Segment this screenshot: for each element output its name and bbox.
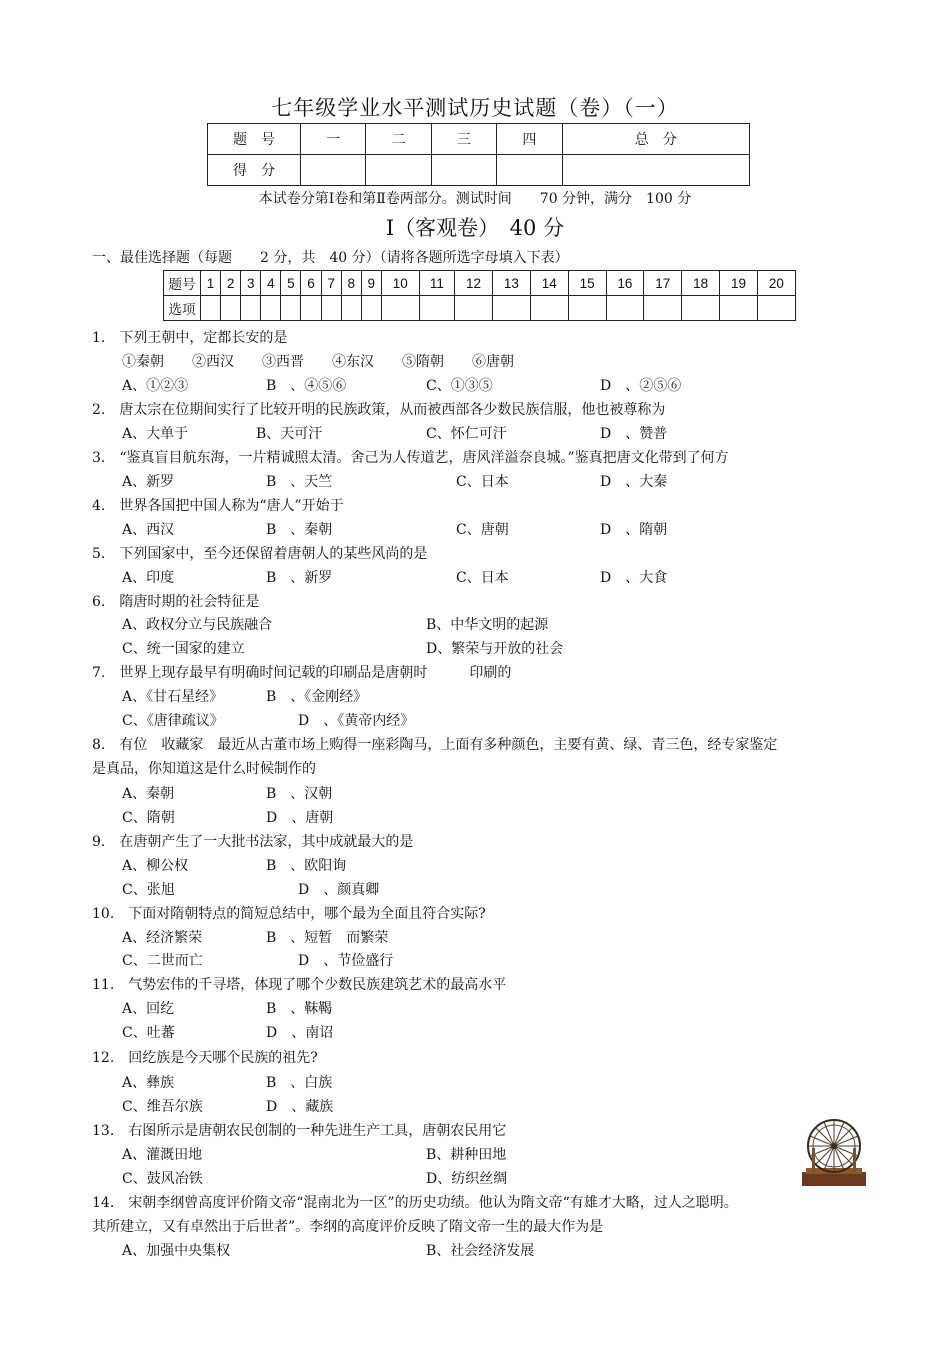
question-line: A、《甘石星经》 <box>122 689 224 705</box>
question-line: 是真品，你知道这是什么时候制作的 <box>92 761 316 777</box>
answer-number-cell: 19 <box>720 271 758 296</box>
question-line: B 、汉朝 <box>266 786 333 802</box>
question-line: D 、唐朝 <box>266 810 334 826</box>
question-line: 12. 回纥族是今天哪个民族的祖先? <box>92 1050 318 1066</box>
answer-number-cell: 14 <box>530 271 568 296</box>
question-line: D 、藏族 <box>266 1099 334 1115</box>
question-line: 其所建立，又有卓然出于后世者”。李纲的高度评价反映了隋文帝一生的最大作为是 <box>92 1219 604 1235</box>
answer-option-cell[interactable] <box>455 296 493 321</box>
question-line: D、繁荣与开放的社会 <box>426 641 564 657</box>
question-line: 13. 右图所示是唐朝农民创制的一种先进生产工具，唐朝农民用它 <box>92 1123 507 1139</box>
question-line: B 、④⑤⑥ <box>266 378 347 394</box>
exam-intro: 本试卷分第Ⅰ卷和第Ⅱ卷两部分。测试时间 70 分钟，满分 100 分 <box>258 191 692 207</box>
question-line: C、怀仁可汗 <box>426 426 507 442</box>
answer-option-row <box>164 296 796 321</box>
question-line: A、彝族 <box>122 1075 175 1091</box>
question-line: C、隋朝 <box>122 810 175 826</box>
answer-number-cell: 15 <box>568 271 606 296</box>
question-line: C、鼓风冶铁 <box>122 1171 203 1187</box>
answer-option-cell[interactable] <box>568 296 606 321</box>
answer-option-cell[interactable] <box>201 296 221 321</box>
question-line: B 、短暂 而繁荣 <box>266 930 389 946</box>
answer-option-cell[interactable] <box>644 296 682 321</box>
answer-option-cell[interactable] <box>492 296 530 321</box>
question-line: D 、②⑤⑥ <box>600 378 682 394</box>
answer-number-cell: 18 <box>682 271 720 296</box>
question-line: ①秦朝 ②西汉 ③西晋 ④东汉 ⑤隋朝 ⑥唐朝 <box>122 354 514 370</box>
question-line: 14. 宋朝李纲曾高度评价隋文帝“混南北为一区”的历史功绩。他认为隋文帝“有雄才大略，过人之聪明。 <box>92 1195 738 1211</box>
question-line: B 、靺鞨 <box>266 1001 333 1017</box>
answer-number-row <box>164 271 796 296</box>
answer-table <box>163 270 796 321</box>
question-line: D 、节俭盛行 <box>298 953 394 969</box>
question-line: D、纺织丝绸 <box>426 1171 508 1187</box>
answer-number-cell: 9 <box>361 271 381 296</box>
question-line: 1. 下列王朝中，定都长安的是 <box>92 330 288 346</box>
score-table-header-row <box>208 124 750 155</box>
question-line: 9. 在唐朝产生了一大批书法家，其中成就最大的是 <box>92 834 414 850</box>
question-line: D 、大食 <box>600 570 668 586</box>
answer-number-cell: 11 <box>419 271 454 296</box>
question-line: A、①②③ <box>122 378 189 394</box>
question-line: C、吐蕃 <box>122 1025 175 1041</box>
score-cell[interactable] <box>366 155 431 186</box>
question-line: C、二世而亡 <box>122 953 203 969</box>
answer-option-cell[interactable] <box>682 296 720 321</box>
question-line: A、秦朝 <box>122 786 175 802</box>
score-row-label: 得 分 <box>208 155 301 186</box>
score-header-label: 题 号 <box>208 124 301 155</box>
question-line: B 、《金刚经》 <box>266 689 368 705</box>
question-line: C、日本 <box>456 570 509 586</box>
question-line: C、统一国家的建立 <box>122 641 245 657</box>
answer-option-cell[interactable] <box>341 296 361 321</box>
question-line: B 、白族 <box>266 1075 333 1091</box>
answer-number-cell: 16 <box>606 271 644 296</box>
answer-number-cell: 5 <box>281 271 301 296</box>
score-header-cell: 四 <box>497 124 562 155</box>
answer-option-cell[interactable] <box>419 296 454 321</box>
answer-number-cell: 10 <box>381 271 419 296</box>
score-cell[interactable] <box>562 155 750 186</box>
question-line: A、西汉 <box>122 522 175 538</box>
answer-option-cell[interactable] <box>361 296 381 321</box>
score-cell[interactable] <box>497 155 562 186</box>
question-line: 5. 下列国家中，至今还保留着唐朝人的某些风尚的是 <box>92 546 428 562</box>
answer-number-cell: 1 <box>201 271 221 296</box>
question-line: 2. 唐太宗在位期间实行了比较开明的民族政策，从而被西部各少数民族信服，他也被尊称为 <box>92 402 666 418</box>
answer-number-cell: 13 <box>492 271 530 296</box>
score-header-cell: 三 <box>431 124 496 155</box>
question-line: A、加强中央集权 <box>122 1243 231 1259</box>
question-line: A、新罗 <box>122 474 175 490</box>
part-one-title: Ⅰ（客观卷） 40 分 <box>385 216 565 240</box>
answer-number-cell: 4 <box>261 271 281 296</box>
score-cell[interactable] <box>431 155 496 186</box>
question-line: 6. 隋唐时期的社会特征是 <box>92 594 260 610</box>
answer-option-cell[interactable] <box>321 296 341 321</box>
answer-number-cell: 8 <box>341 271 361 296</box>
question-line: D 、《黄帝内经》 <box>298 713 415 729</box>
answer-number-cell: 12 <box>455 271 493 296</box>
page-title: 七年级学业水平测试历史试题（卷）（一） <box>271 96 679 120</box>
question-line: 7. 世界上现存最早有明确时间记载的印刷品是唐朝时 印刷的 <box>92 665 512 681</box>
question-line: C、日本 <box>456 474 509 490</box>
answer-option-cell[interactable] <box>381 296 419 321</box>
answer-option-cell[interactable] <box>281 296 301 321</box>
question-line: 4. 世界各国把中国人称为“唐人”开始于 <box>92 498 344 514</box>
answer-number-cell: 3 <box>241 271 261 296</box>
question-line: A、经济繁荣 <box>122 930 203 946</box>
answer-number-cell: 2 <box>221 271 241 296</box>
answer-option-cell[interactable] <box>530 296 568 321</box>
question-line: B 、秦朝 <box>266 522 333 538</box>
question-line: B、社会经济发展 <box>426 1243 535 1259</box>
question-line: C、维吾尔族 <box>122 1099 203 1115</box>
question-line: D 、赞普 <box>600 426 668 442</box>
score-header-cell: 总 分 <box>562 124 750 155</box>
waterwheel-image <box>802 1116 866 1186</box>
question-line: A、灌溉田地 <box>122 1147 203 1163</box>
question-line: C、《唐律疏议》 <box>122 713 224 729</box>
question-line: D 、颜真卿 <box>298 882 380 898</box>
question-line: 10. 下面对隋朝特点的简短总结中，哪个最为全面且符合实际? <box>92 906 486 922</box>
score-header-cell: 二 <box>366 124 431 155</box>
answer-option-cell[interactable] <box>606 296 644 321</box>
question-line: C、唐朝 <box>456 522 509 538</box>
answer-option-label: 选项 <box>164 296 201 321</box>
answer-option-cell[interactable] <box>221 296 241 321</box>
question-line: C、张旭 <box>122 882 175 898</box>
score-table-score-row <box>208 155 750 186</box>
answer-option-cell[interactable] <box>301 296 321 321</box>
score-table <box>207 123 750 186</box>
section-one-heading: 一、最佳选择题（每题 2 分，共 40 分）（请将各题所选字母填入下表） <box>92 250 569 266</box>
question-line: D 、隋朝 <box>600 522 668 538</box>
question-line: A、印度 <box>122 570 175 586</box>
question-line: 3. “鉴真盲目航东海，一片精诚照太清。舍己为人传道艺，唐风洋溢奈良城。”鉴真把唐文化带到了何方 <box>92 450 729 466</box>
question-line: D 、大秦 <box>600 474 668 490</box>
question-line: 8. 有位 收藏家 最近从古董市场上购得一座彩陶马，上面有多种颜色，主要有黄、绿、青三色，经专家鉴定 <box>92 737 778 753</box>
answer-option-cell[interactable] <box>720 296 758 321</box>
question-line: A、政权分立与民族融合 <box>122 617 273 633</box>
answer-number-label: 题号 <box>164 271 201 296</box>
question-line: 11. 气势宏伟的千寻塔，体现了哪个少数民族建筑艺术的最高水平 <box>92 977 507 993</box>
answer-option-cell[interactable] <box>261 296 281 321</box>
question-line: B 、天竺 <box>266 474 333 490</box>
question-line: B、天可汗 <box>256 426 323 442</box>
answer-option-cell[interactable] <box>241 296 261 321</box>
question-line: B、中华文明的起源 <box>426 617 549 633</box>
question-line: A、回纥 <box>122 1001 175 1017</box>
question-line: A、柳公权 <box>122 858 189 874</box>
answer-number-cell: 20 <box>757 271 795 296</box>
question-line: C、①③⑤ <box>426 378 493 394</box>
question-line: A、大单于 <box>122 426 189 442</box>
score-header-cell: 一 <box>301 124 366 155</box>
question-line: B 、新罗 <box>266 570 333 586</box>
answer-number-cell: 7 <box>321 271 341 296</box>
score-cell[interactable] <box>301 155 366 186</box>
question-line: B 、欧阳询 <box>266 858 347 874</box>
answer-number-cell: 6 <box>301 271 321 296</box>
answer-option-cell[interactable] <box>757 296 795 321</box>
question-line: D 、南诏 <box>266 1025 334 1041</box>
answer-number-cell: 17 <box>644 271 682 296</box>
question-line: B、耕种田地 <box>426 1147 507 1163</box>
